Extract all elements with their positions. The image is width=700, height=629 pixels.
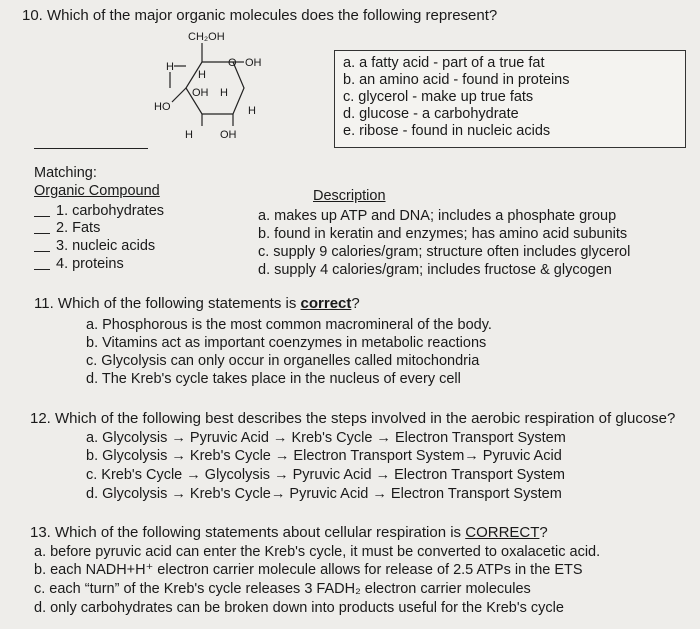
q11-choice-c: c. Glycolysis can only occur in organelles called mitochondria [86,353,480,369]
q13-choice-b: b. each NADH+H⁺ electron carrier molecule allows for release of 2.5 ATPs in the ETS [34,562,583,578]
label-ch2oh: CH₂OH [188,31,225,43]
matching-description-a: a. makes up ATP and DNA; includes a phosphate group [258,208,617,224]
glucose-structure-diagram [140,26,290,146]
q12-choice-a: a. Glycolysis → Pyruvic Acid → Kreb's Cycle → Electron Transport System [86,430,566,446]
q10-choice-c: c. glycerol - make up true fats [343,89,534,105]
question-10: 10. Which of the major organic molecules does the following represent? [22,7,498,24]
matching-description-b: b. found in keratin and enzymes; has amino acid subunits [258,226,628,242]
q10-choice-e: e. ribose - found in nucleic acids [343,123,551,139]
matching-left-header: Organic Compound [34,183,160,199]
q11-choice-a: a. Phosphorous is the most common macromineral of the body. [86,317,492,333]
answer-blank[interactable] [34,233,50,234]
matching-description-d: d. supply 4 calories/gram; includes fructose & glycogen [258,262,612,278]
matching-description-c: c. supply 9 calories/gram; structure often includes glycerol [258,244,631,260]
q13-choice-d: d. only carbohydrates can be broken down into products useful for the Kreb's cycle [34,600,564,616]
label-oh-c3: OH [192,87,209,99]
q11-choice-d: d. The Kreb's cycle takes place in the nucleus of every cell [86,371,461,387]
label-ring-oxygen: O [228,57,237,69]
q10-choices-box [334,50,686,148]
label-h-bottom: H [185,129,193,141]
answer-blank[interactable] [34,269,50,270]
label-oh-c1: OH [245,57,262,69]
q10-choice-a: a. a fatty acid - part of a true fat [343,55,545,71]
q12-choice-d: d. Glycolysis → Kreb's Cycle→ Pyruvic Acid → Electron Transport System [86,486,562,502]
q11-choice-b: b. Vitamins act as important coenzymes in metabolic reactions [86,335,487,351]
matching-compound-3[interactable]: 3. nucleic acids [34,238,155,255]
label-oh-bottom: OH [220,129,237,141]
label-h-c1: H [248,105,256,117]
emphasis-correct-caps: CORRECT [465,524,540,541]
matching-compound-2[interactable]: 2. Fats [34,220,100,237]
q10-answer-line[interactable] [34,148,148,149]
question-11: 11. Which of the following statements is correct? [34,295,360,312]
q10-choice-b: b. an amino acid - found in proteins [343,72,570,88]
q12-choice-c: c. Kreb's Cycle → Glycolysis → Pyruvic Acid → Electron Transport System [86,467,565,483]
question-12: 12. Which of the following best describes the steps involved in the aerobic respiration of glucose? [30,410,676,427]
matching-compound-1[interactable]: 1. carbohydrates [34,203,164,220]
q12-choice-b: b. Glycolysis → Kreb's Cycle → Electron Transport System→ Pyruvic Acid [86,448,562,464]
q13-choice-a: a. before pyruvic acid can enter the Kreb's cycle, it must be converted to oxalacetic acid. [34,544,601,560]
answer-blank[interactable] [34,251,50,252]
matching-right-header: Description [313,188,386,204]
label-h-c5: H [166,61,174,73]
question-13: 13. Which of the following statements about cellular respiration is CORRECT? [30,524,548,541]
matching-compound-4[interactable]: 4. proteins [34,256,124,273]
label-h-c4: H [198,69,206,81]
emphasis-correct: correct [300,295,352,312]
label-ho: HO [154,101,171,113]
matching-title: Matching: [34,165,97,181]
answer-blank[interactable] [34,216,50,217]
q10-choice-d: d. glucose - a carbohydrate [343,106,519,122]
label-h-c2: H [220,87,228,99]
q13-choice-c: c. each “turn” of the Kreb's cycle releases 3 FADH₂ electron carrier molecules [34,581,531,597]
